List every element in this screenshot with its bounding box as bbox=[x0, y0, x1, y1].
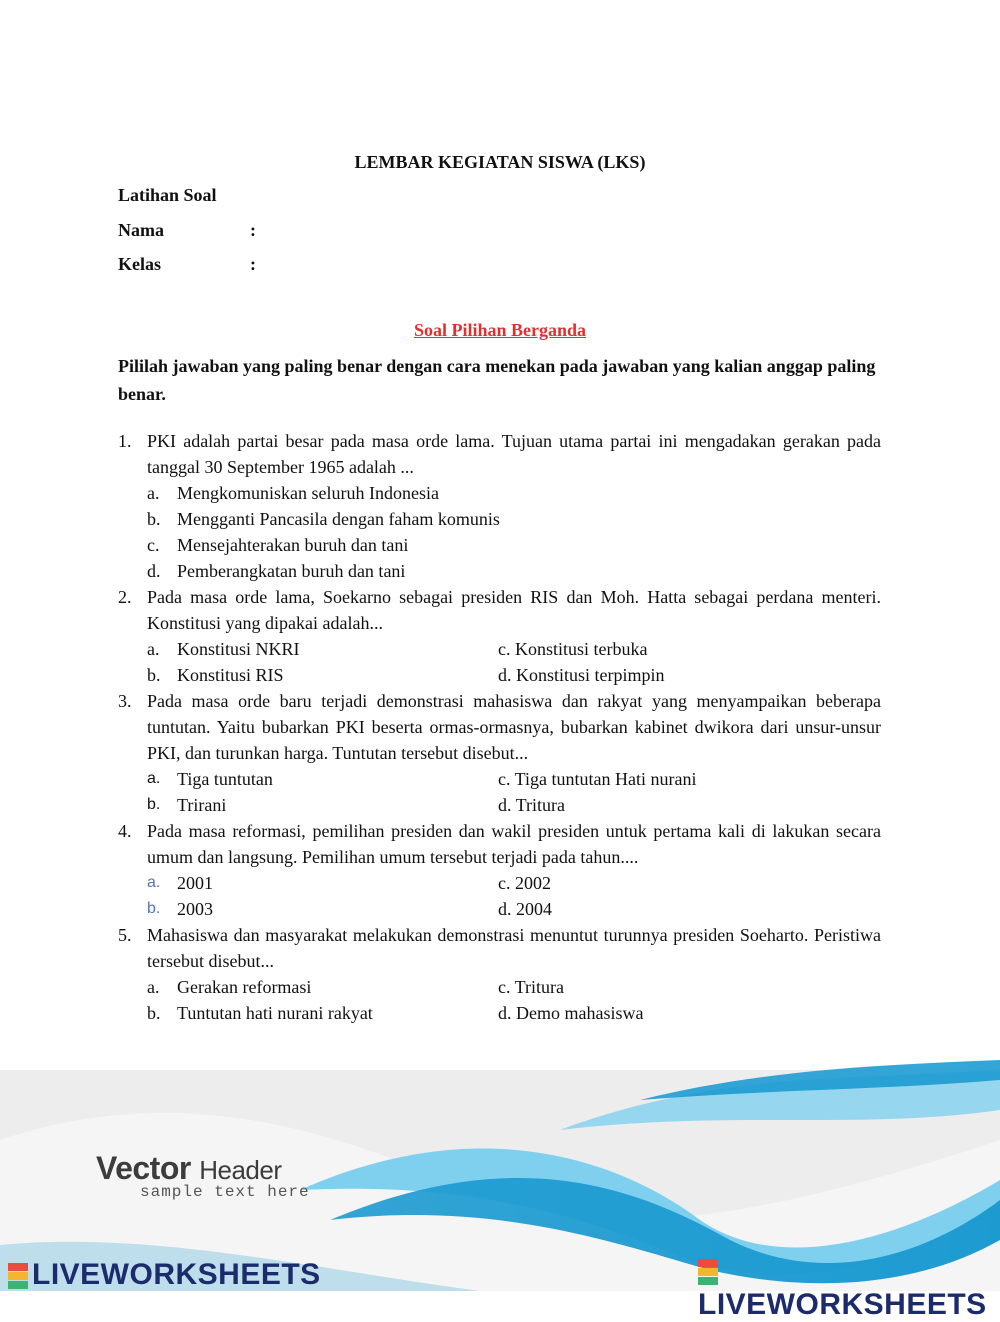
question-number: 3. bbox=[118, 691, 132, 711]
question-list bbox=[118, 428, 881, 1026]
option-letter: b. bbox=[147, 900, 161, 917]
question-number: 5. bbox=[118, 925, 132, 945]
option-text: d. Konstitusi terpimpin bbox=[498, 665, 665, 685]
question-3 bbox=[118, 688, 881, 818]
option-text: 2003 bbox=[177, 899, 213, 919]
question-number: 4. bbox=[118, 821, 132, 841]
option-text: c. Tritura bbox=[498, 977, 565, 997]
option-text: d. Tritura bbox=[498, 795, 566, 815]
section-title: Soal Pilihan Berganda bbox=[413, 320, 587, 340]
option-letter: a. bbox=[147, 770, 161, 787]
question-4 bbox=[118, 818, 881, 922]
name-field bbox=[118, 220, 256, 241]
option-text: d. 2004 bbox=[498, 899, 552, 919]
option-text: Tuntutan hati nurani rakyat bbox=[177, 1003, 373, 1023]
question-number: 1. bbox=[118, 431, 132, 451]
option-a[interactable] bbox=[147, 974, 498, 1000]
option-letter: c. bbox=[147, 535, 160, 555]
options bbox=[147, 766, 881, 818]
class-label: Kelas bbox=[118, 254, 161, 274]
option-d[interactable] bbox=[498, 896, 849, 922]
liveworksheets-icon bbox=[698, 1259, 718, 1285]
option-a[interactable] bbox=[147, 636, 498, 662]
brand-text: LIVEWORKSHEETS bbox=[698, 1288, 987, 1321]
options bbox=[147, 974, 881, 1026]
option-text: c. Konstitusi terbuka bbox=[498, 639, 648, 659]
option-b[interactable] bbox=[147, 896, 498, 922]
option-c[interactable] bbox=[498, 870, 849, 896]
options bbox=[147, 636, 881, 688]
question-text: PKI adalah partai besar pada masa orde lama. Tujuan utama partai ini mengadakan gerakan pada tanggal 30 September 1965 adalah ... bbox=[147, 431, 881, 477]
option-letter: b. bbox=[147, 665, 161, 685]
class-field bbox=[118, 254, 256, 275]
option-letter: a. bbox=[147, 483, 160, 503]
option-text: Konstitusi NKRI bbox=[177, 639, 300, 659]
name-label: Nama bbox=[118, 220, 164, 240]
option-text: 2001 bbox=[177, 873, 213, 893]
option-text: Trirani bbox=[177, 795, 227, 815]
option-text: Mensejahterakan buruh dan tani bbox=[177, 535, 409, 555]
option-text: Gerakan reformasi bbox=[177, 977, 312, 997]
option-text: Mengganti Pancasila dengan faham komunis bbox=[177, 509, 500, 529]
question-text: Pada masa orde baru terjadi demonstrasi mahasiswa dan rakyat yang menyampaikan beberapa tuntutan. Yaitu bubarkan PKI beserta ormas-ormasnya, bubarkan kabinet dwikora dari unsur-unsur PKI, dan turunkan harga. Tuntutan tersebut disebut... bbox=[147, 691, 881, 763]
banner-title-light: Header bbox=[199, 1155, 282, 1185]
option-text: d. Demo mahasiswa bbox=[498, 1003, 644, 1023]
question-text: Pada masa orde lama, Soekarno sebagai presiden RIS dan Moh. Hatta sebagai perdana menteri. Konstitusi yang dipakai adalah... bbox=[147, 587, 881, 633]
class-separator: : bbox=[250, 254, 256, 274]
option-d[interactable] bbox=[498, 792, 849, 818]
option-d[interactable] bbox=[147, 558, 405, 584]
banner-title-bold: Vector bbox=[96, 1150, 191, 1186]
option-b[interactable] bbox=[147, 506, 500, 532]
worksheet-title: LEMBAR KEGIATAN SISWA (LKS) bbox=[354, 152, 646, 172]
option-text: Mengkomuniskan seluruh Indonesia bbox=[177, 483, 439, 503]
option-a[interactable] bbox=[147, 870, 498, 896]
question-1 bbox=[118, 428, 881, 584]
option-letter: a. bbox=[147, 977, 160, 997]
option-d[interactable] bbox=[498, 1000, 849, 1026]
brand-text: LIVEWORKSHEETS bbox=[32, 1258, 321, 1291]
instruction-text: Pililah jawaban yang paling benar dengan cara menekan pada jawaban yang kalian anggap paling benar. bbox=[118, 356, 876, 404]
option-a[interactable] bbox=[147, 480, 439, 506]
question-number: 2. bbox=[118, 587, 132, 607]
option-letter: b. bbox=[147, 509, 161, 529]
option-b[interactable] bbox=[147, 1000, 498, 1026]
options bbox=[147, 480, 881, 584]
liveworksheets-logo-right[interactable] bbox=[698, 1254, 1000, 1322]
option-d[interactable] bbox=[498, 662, 849, 688]
option-letter: b. bbox=[147, 1003, 161, 1023]
liveworksheets-icon bbox=[8, 1263, 28, 1289]
liveworksheets-logo-left[interactable] bbox=[8, 1258, 321, 1292]
name-separator: : bbox=[250, 220, 256, 240]
options bbox=[147, 870, 881, 922]
vector-header-banner bbox=[0, 1070, 1000, 1321]
question-text: Pada masa reformasi, pemilihan presiden dan wakil presiden untuk pertama kali di lakukan secara umum dan langsung. Pemilihan umum tersebut terjadi pada tahun.... bbox=[147, 821, 881, 867]
option-text: c. Tiga tuntutan Hati nurani bbox=[498, 769, 697, 789]
question-5 bbox=[118, 922, 881, 1026]
option-letter: b. bbox=[147, 796, 161, 813]
option-letter: a. bbox=[147, 639, 160, 659]
vector-header-logo bbox=[96, 1150, 310, 1201]
option-c[interactable] bbox=[498, 636, 849, 662]
option-text: Konstitusi RIS bbox=[177, 665, 284, 685]
option-a[interactable] bbox=[147, 766, 498, 792]
option-letter: d. bbox=[147, 561, 161, 581]
banner-subtitle: sample text here bbox=[140, 1183, 310, 1201]
option-c[interactable] bbox=[498, 974, 849, 1000]
option-c[interactable] bbox=[498, 766, 849, 792]
option-b[interactable] bbox=[147, 792, 498, 818]
option-text: Pemberangkatan buruh dan tani bbox=[177, 561, 406, 581]
subtitle: Latihan Soal bbox=[118, 185, 217, 205]
question-2 bbox=[118, 584, 881, 688]
option-letter: a. bbox=[147, 874, 161, 891]
option-text: Tiga tuntutan bbox=[177, 769, 273, 789]
option-b[interactable] bbox=[147, 662, 498, 688]
option-c[interactable] bbox=[147, 532, 408, 558]
option-text: c. 2002 bbox=[498, 873, 551, 893]
question-text: Mahasiswa dan masyarakat melakukan demonstrasi menuntut turunnya presiden Soeharto. Peristiwa tersebut disebut... bbox=[147, 925, 881, 971]
